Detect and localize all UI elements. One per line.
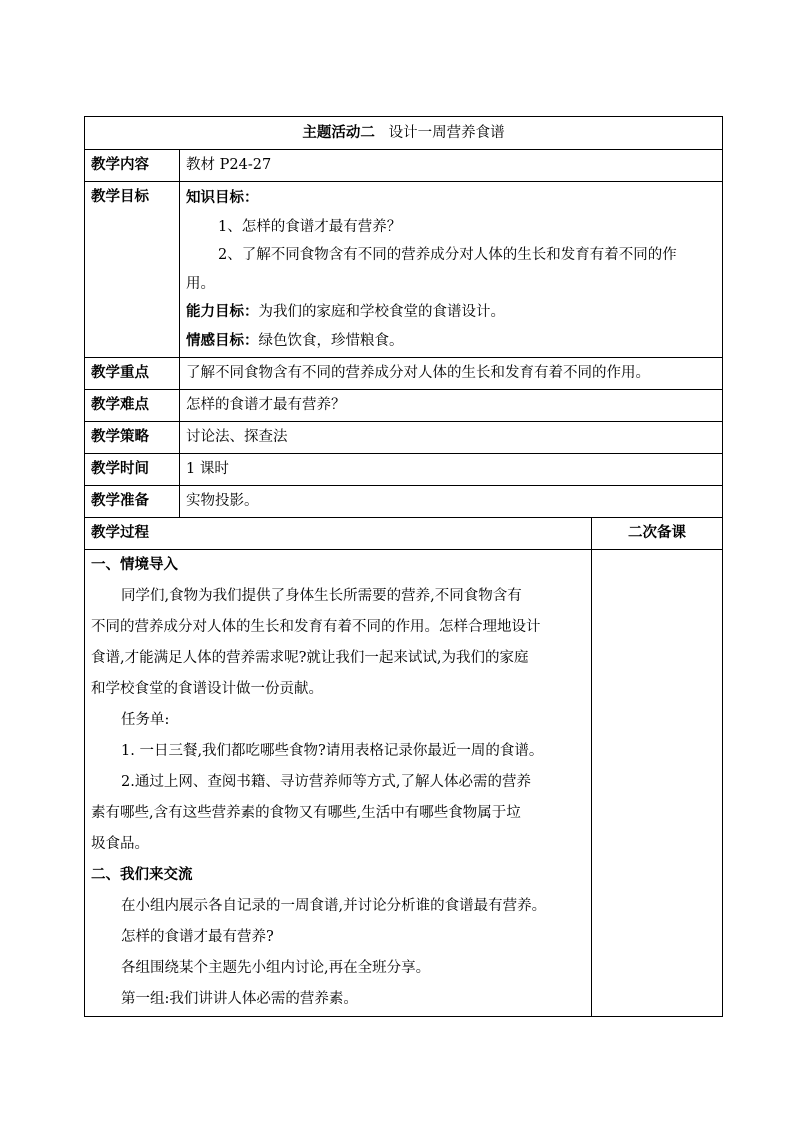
content-label: 教学内容 — [85, 150, 180, 182]
difficulty-label: 教学难点 — [85, 390, 180, 422]
key-value: 了解不同食物含有不同的营养成分对人体的生长和发育有着不同的作用。 — [180, 358, 723, 390]
task-2b: 素有哪些,含有这些营养素的食物又有哪些,生活中有哪些食物属于垃 — [91, 805, 521, 821]
task-title: 任务单: — [121, 712, 170, 728]
emotion-head: 情感目标： — [186, 332, 259, 349]
task-2c: 圾食品。 — [91, 836, 149, 852]
lesson-plan — [84, 116, 722, 1017]
strategy-label: 教学策略 — [85, 422, 180, 454]
section-1-title: 一、情境导入 — [91, 557, 178, 573]
task-1: 1. 一日三餐,我们都吃哪些食物?请用表格记录你最近一周的食谱。 — [121, 743, 544, 759]
emotion-text: 绿色饮食，珍惜粮食。 — [258, 332, 404, 349]
section-2-title: 二、我们来交流 — [91, 867, 193, 883]
knowledge-head: 知识目标： — [186, 190, 259, 206]
notes-cell — [592, 550, 723, 1017]
task-2a: 2.通过上网、查阅书籍、寻访营养师等方式,了解人体必需的营养 — [121, 774, 531, 790]
para-2d: 第一组:我们讲讲人体必需的营养素。 — [121, 991, 358, 1007]
prep-label: 教学准备 — [85, 486, 180, 518]
difficulty-value: 怎样的食谱才最有营养？ — [180, 390, 723, 422]
page-title — [85, 117, 723, 150]
para-1c: 食谱,才能满足人体的营养需求呢?就让我们一起来试试,为我们的家庭 — [91, 650, 529, 666]
strategy-value: 讨论法、探查法 — [180, 422, 723, 454]
goal-cell — [180, 182, 723, 358]
goal-label: 教学目标 — [85, 182, 180, 358]
knowledge-2b: 用。 — [186, 275, 215, 292]
process-body — [85, 550, 592, 1017]
content-value: 教材 P24-27 — [180, 150, 723, 182]
knowledge-1: 1、怎样的食谱才最有营养？ — [218, 218, 402, 235]
time-value: 1 课时 — [180, 454, 723, 486]
title-bold: 主题活动二 — [302, 124, 375, 141]
para-2a: 在小组内展示各自记录的一周食谱,并讨论分析谁的食谱最有营养。 — [121, 898, 547, 914]
time-label: 教学时间 — [85, 454, 180, 486]
lesson-table — [84, 116, 723, 1017]
ability-head: 能力目标： — [186, 304, 259, 320]
notes-header: 二次备课 — [592, 518, 723, 550]
ability-text: 为我们的家庭和学校食堂的食谱设计。 — [258, 304, 505, 320]
emotion-line — [186, 327, 716, 356]
para-1b: 不同的营养成分对人体的生长和发育有着不同的作用。怎样合理地设计 — [91, 619, 541, 635]
para-2c: 各组围绕某个主题先小组内讨论,再在全班分享。 — [121, 960, 431, 976]
knowledge-2a: 2、了解不同食物含有不同的营养成分对人体的生长和发育有着不同的作 — [218, 247, 677, 263]
process-header: 教学过程 — [85, 518, 592, 550]
para-1a: 同学们,食物为我们提供了身体生长所需要的营养,不同食物含有 — [121, 588, 522, 604]
prep-value: 实物投影。 — [180, 486, 723, 518]
title-rest: 设计一周营养食谱 — [388, 125, 505, 141]
ability-line — [186, 298, 716, 327]
para-1d: 和学校食堂的食谱设计做一份贡献。 — [91, 681, 323, 697]
key-label: 教学重点 — [85, 358, 180, 390]
para-2b: 怎样的食谱才最有营养? — [121, 929, 274, 945]
